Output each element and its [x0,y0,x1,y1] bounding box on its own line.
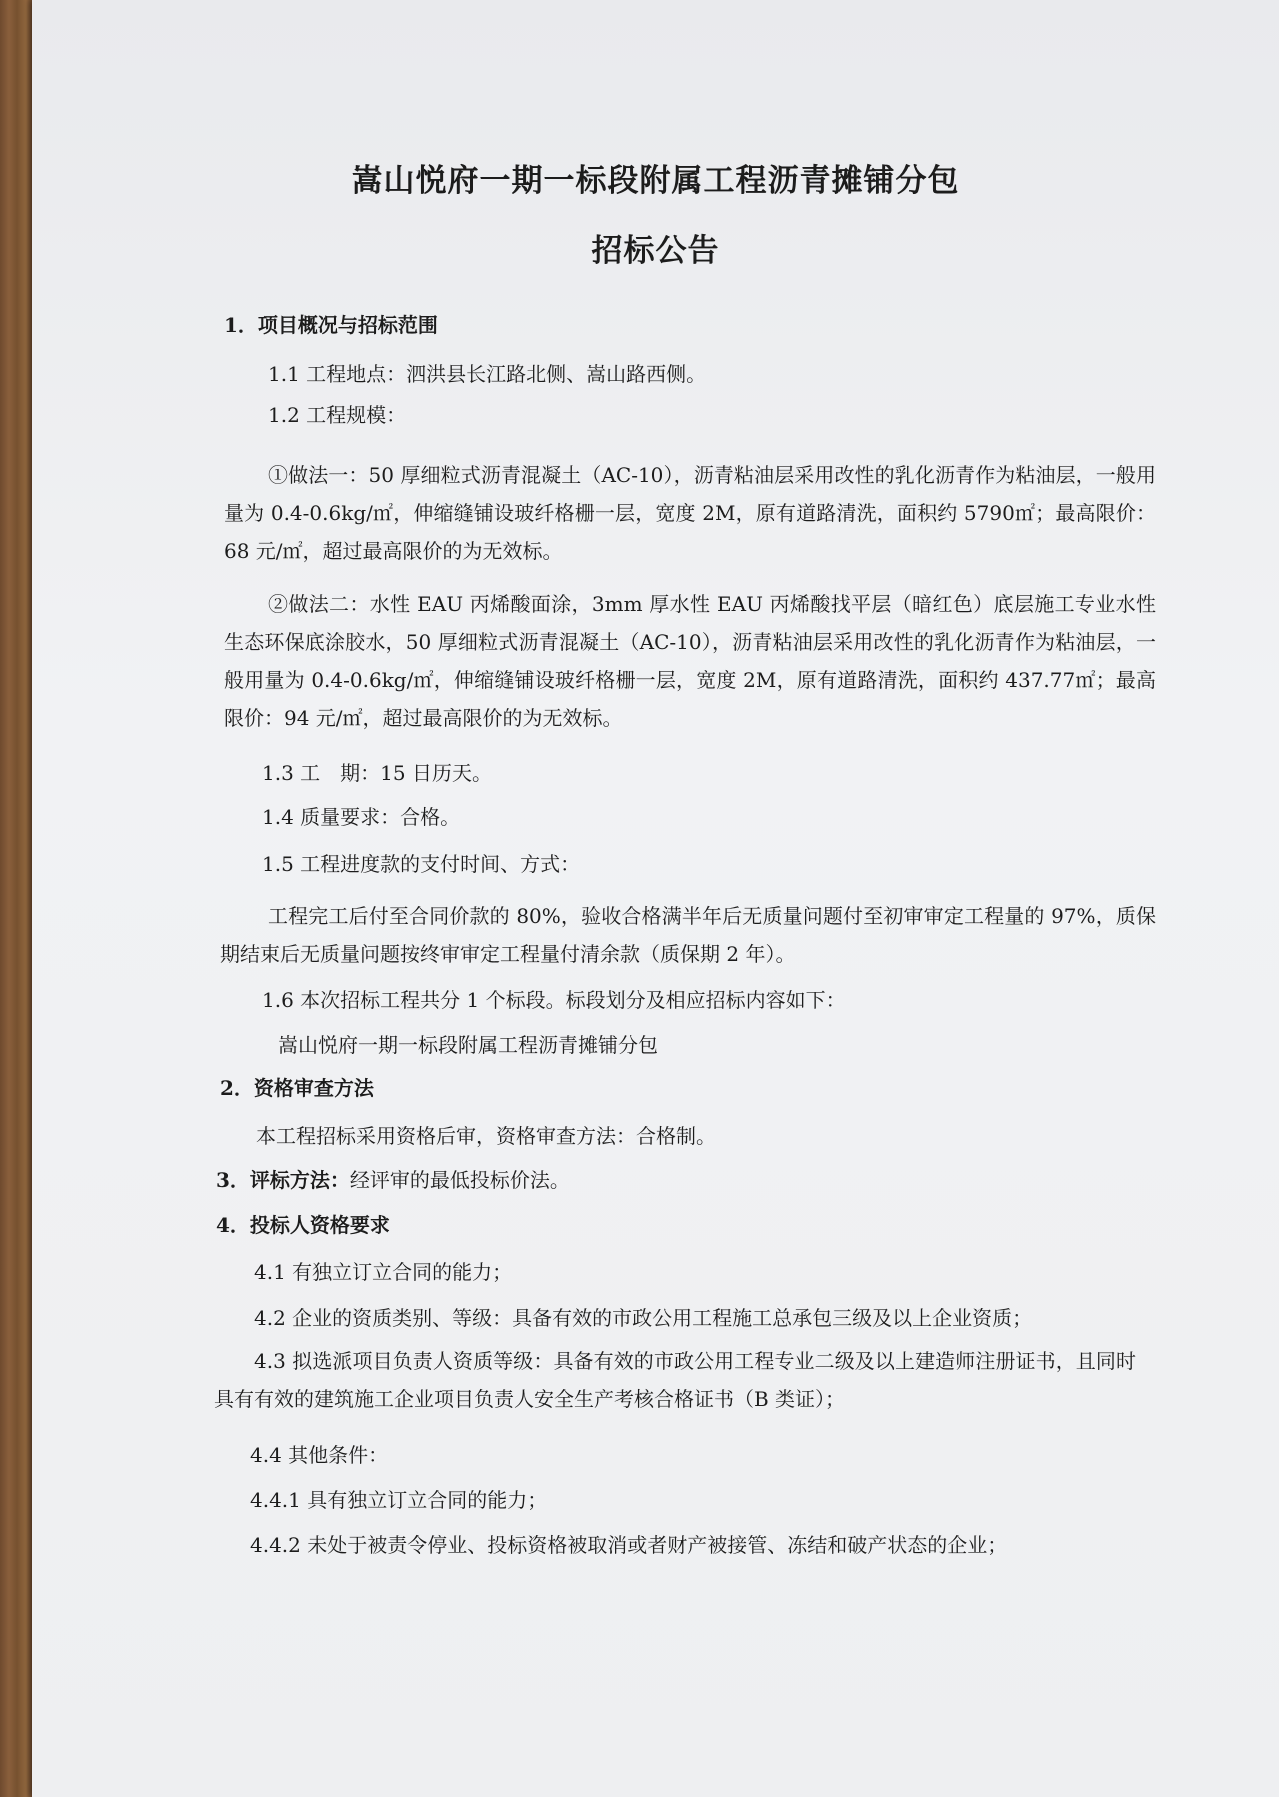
item-1-5: 1.5 工程进度款的支付时间、方式： [262,852,581,876]
document-page [32,0,1279,1797]
document-subtitle: 招标公告 [591,233,720,269]
item-4-4-1: 4.4.1 具有独立订立合同的能力； [250,1488,548,1512]
item-1-4: 1.4 质量要求：合格。 [262,805,461,829]
section-3-text: 经评审的最低投标价法。 [349,1168,570,1192]
section-1-heading: 1．项目概况与招标范围 [224,313,438,337]
item-4-4: 4.4 其他条件： [250,1443,389,1467]
item-1-6: 1.6 本次招标工程共分 1 个标段。标段划分及相应招标内容如下： [262,988,846,1012]
method-2-paragraph: ②做法二：水性 EAU 丙烯酸面涂，3mm 厚水性 EAU 丙烯酸找平层（暗红色）底层施工专业水性生态环保底涂胶水，50 厚细粒式沥青混凝土（AC-10），沥青粘油层采用改性的乳化沥青作为粘油层，一般用量为 0.4-0.6kg/㎡，伸缩缝铺设玻纤格栅一层，宽度 2M，原有道路清洗，面积约 437.77㎡；最高限价：94 元/㎡，超过最高限价的为无效标。 [224,592,1156,730]
item-1-3: 1.3 工 期：15 日历天。 [262,761,492,785]
document-title: 嵩山悦府一期一标段附属工程沥青摊铺分包 [351,163,960,199]
section-2-text: 本工程招标采用资格后审，资格审查方法：合格制。 [256,1124,716,1148]
item-1-1: 1.1 工程地点：泗洪县长江路北侧、嵩山路西侧。 [268,362,707,386]
section-4-heading: 4．投标人资格要求 [216,1213,390,1237]
item-4-2: 4.2 企业的资质类别、等级：具备有效的市政公用工程施工总承包三级及以上企业资质； [254,1306,1033,1330]
section-2-heading: 2．资格审查方法 [220,1076,374,1100]
item-1-6-lot: 嵩山悦府一期一标段附属工程沥青摊铺分包 [278,1033,658,1057]
section-3-line [216,1168,570,1192]
item-1-2: 1.2 工程规模： [268,403,407,427]
item-4-1: 4.1 有独立订立合同的能力； [254,1260,513,1284]
item-4-3: 4.3 拟选派项目负责人资质等级：具备有效的市政公用工程专业二级及以上建造师注册证书，且同时具有有效的建筑施工企业项目负责人安全生产考核合格证书（B 类证）； [214,1349,1136,1411]
section-3-heading: 3．评标方法： [216,1168,350,1192]
method-1-paragraph: ①做法一：50 厚细粒式沥青混凝土（AC-10），沥青粘油层采用改性的乳化沥青作为粘油层，一般用量为 0.4-0.6kg/㎡，伸缩缝铺设玻纤格栅一层，宽度 2M，原有道路清洗，面积约 5790㎡；最高限价：68 元/㎡，超过最高限价的为无效标。 [224,463,1156,563]
item-4-4-2: 4.4.2 未处于被责令停业、投标资格被取消或者财产被接管、冻结和破产状态的企业； [250,1533,1008,1557]
payment-paragraph: 工程完工后付至合同价款的 80%，验收合格满半年后无质量问题付至初审审定工程量的 97%，质保期结束后无质量问题按终审审定工程量付清余款（质保期 2 年）。 [220,904,1156,966]
